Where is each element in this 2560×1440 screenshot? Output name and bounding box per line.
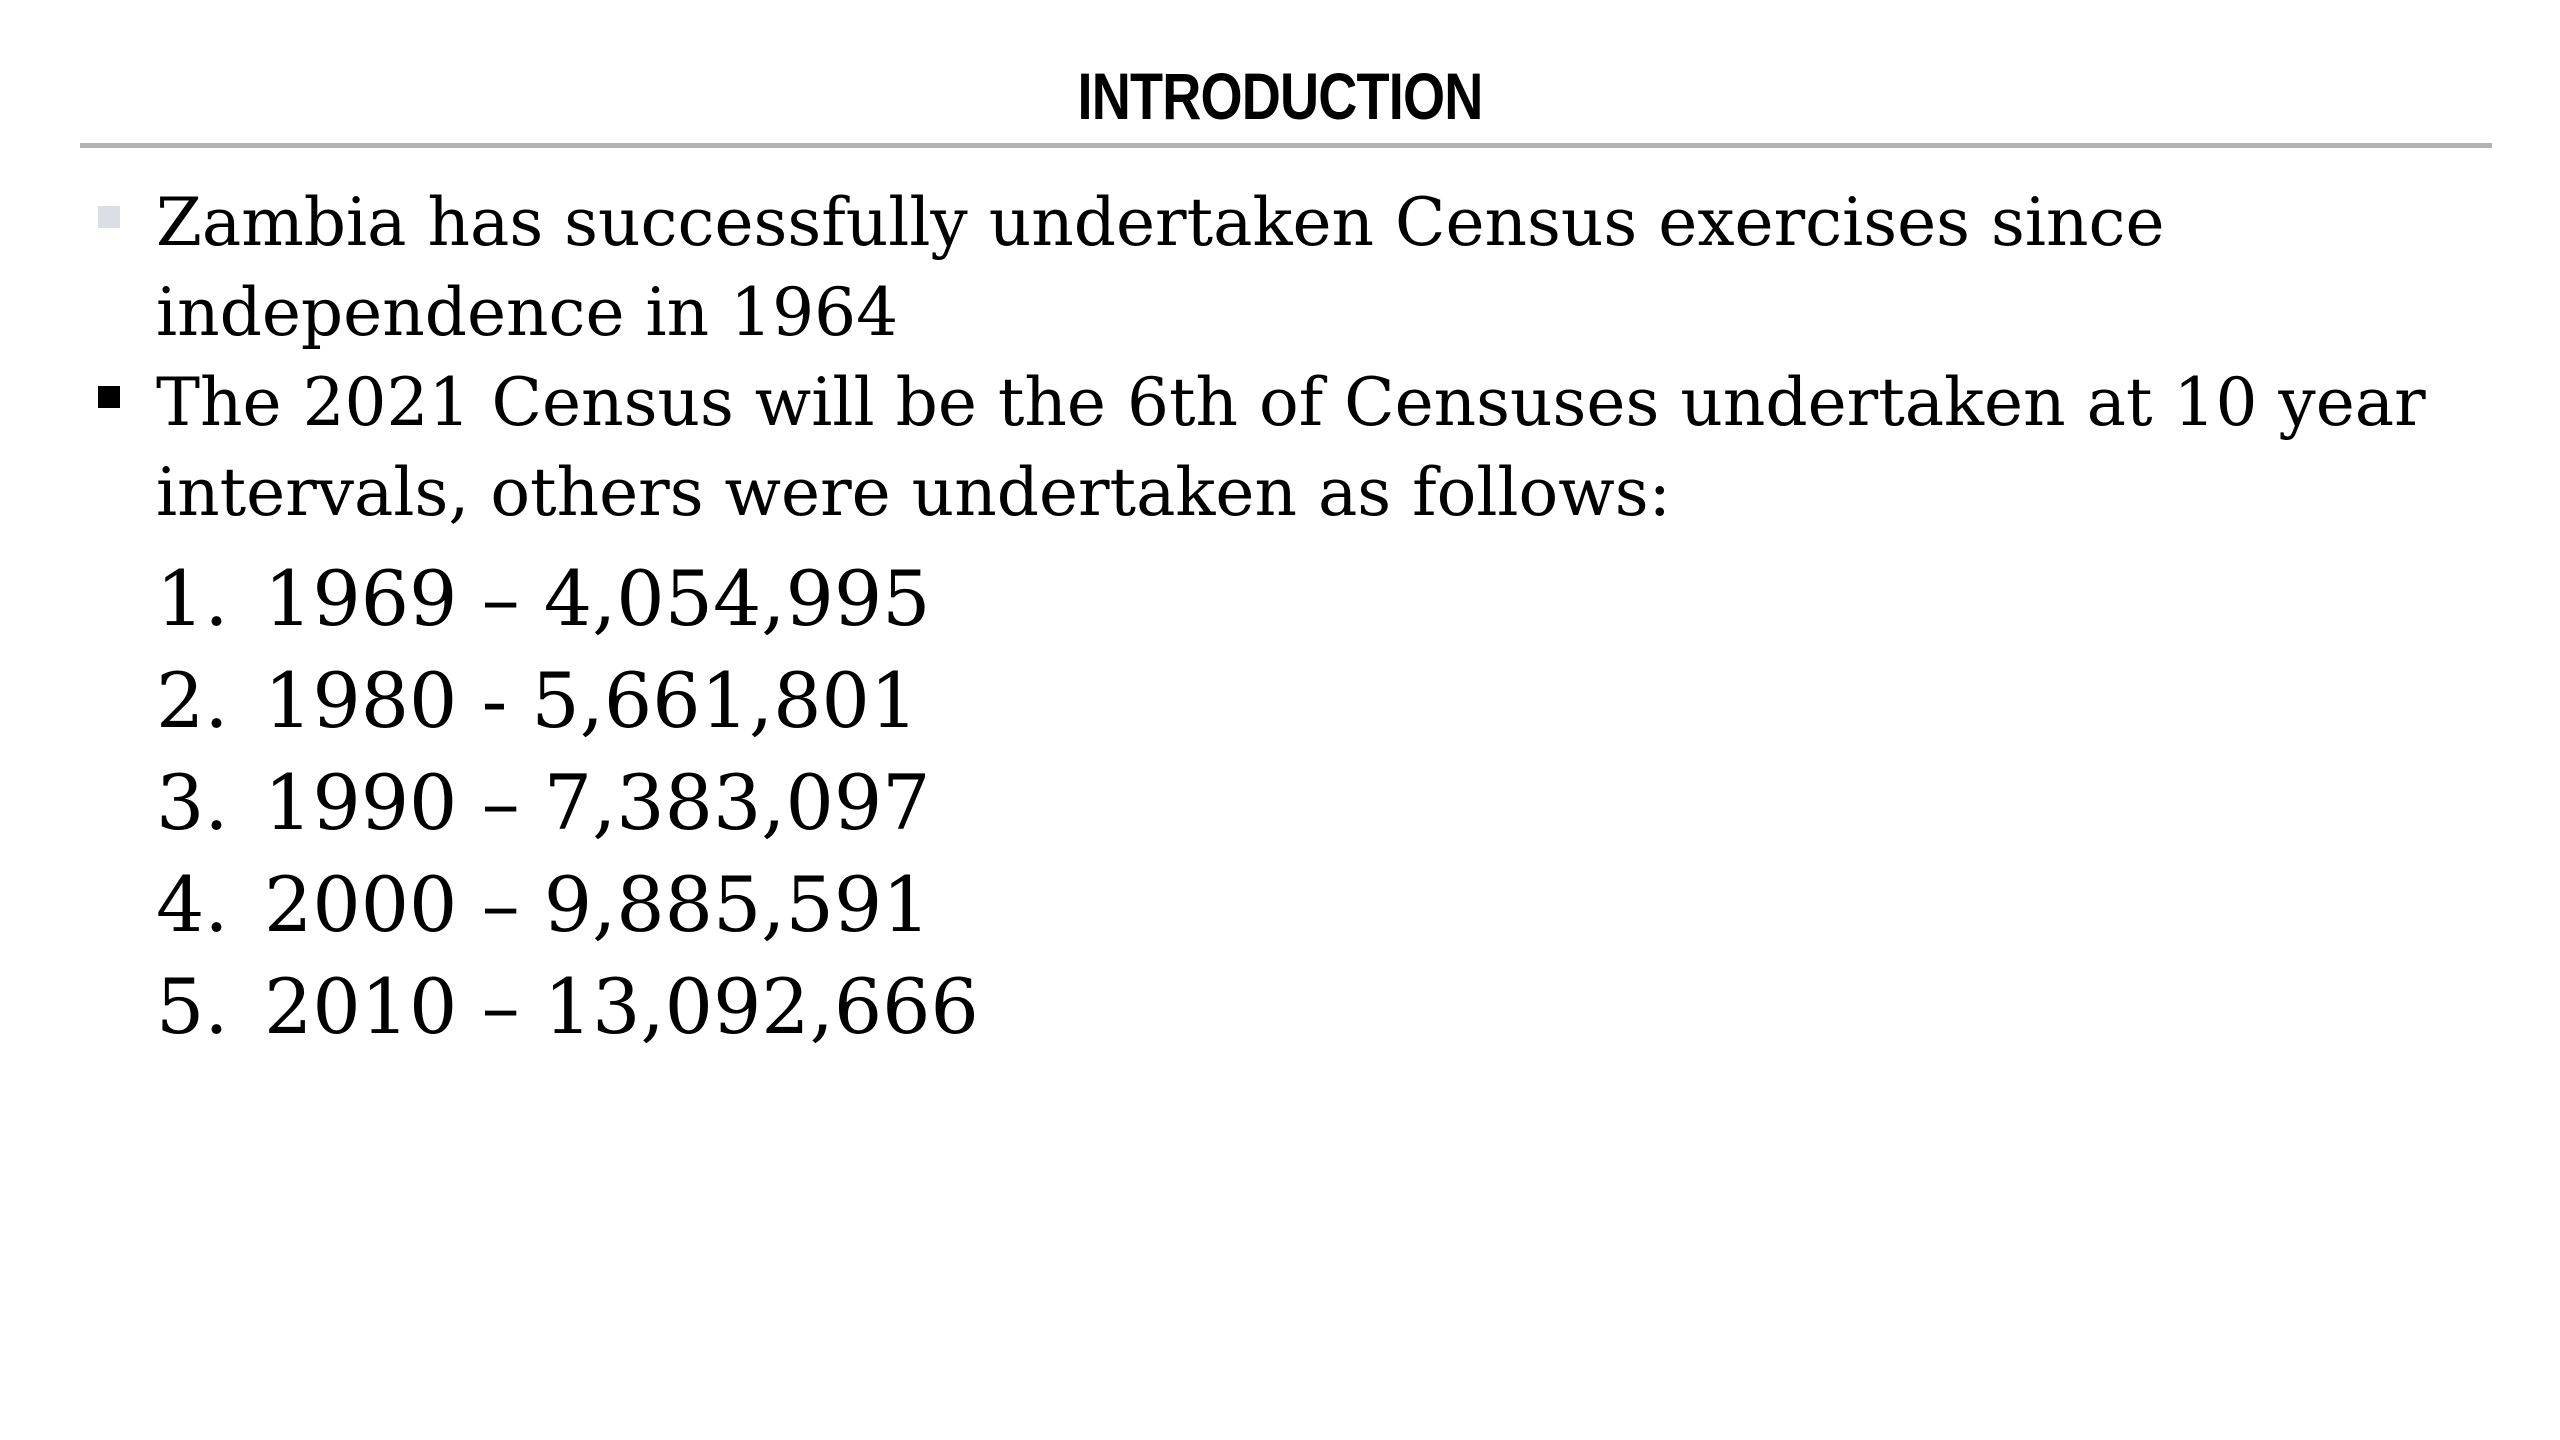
list-number: 3. — [156, 758, 229, 847]
slide-title: INTRODUCTION — [1077, 59, 1483, 133]
bullet-text: The 2021 Census will be the 6th of Censuses undertaken at 10 year intervals, others were undertaken as follows: — [156, 364, 2426, 531]
list-number: 4. — [156, 860, 229, 949]
list-number: 2. — [156, 656, 229, 745]
title-divider — [80, 143, 2492, 148]
bullet-text: Zambia has successfully undertaken Census exercises since independence in 1964 — [156, 184, 2165, 351]
census-list-item — [156, 548, 979, 650]
census-list — [156, 548, 979, 1058]
census-list-item — [156, 854, 979, 956]
bullet-item — [96, 178, 2476, 358]
bullet-item — [96, 358, 2476, 538]
list-number: 1. — [156, 554, 229, 643]
list-number: 5. — [156, 962, 229, 1051]
census-list-item — [156, 752, 979, 854]
square-bullet-icon — [98, 206, 120, 228]
census-entry: 2010 – 13,092,666 — [264, 962, 979, 1051]
census-list-item — [156, 650, 979, 752]
bullet-list — [96, 178, 2476, 538]
square-bullet-icon — [98, 386, 120, 408]
census-entry: 1969 – 4,054,995 — [264, 554, 931, 643]
census-entry: 1990 – 7,383,097 — [264, 758, 931, 847]
census-entry: 2000 – 9,885,591 — [264, 860, 931, 949]
census-list-item — [156, 956, 979, 1058]
census-entry: 1980 - 5,661,801 — [264, 656, 919, 745]
